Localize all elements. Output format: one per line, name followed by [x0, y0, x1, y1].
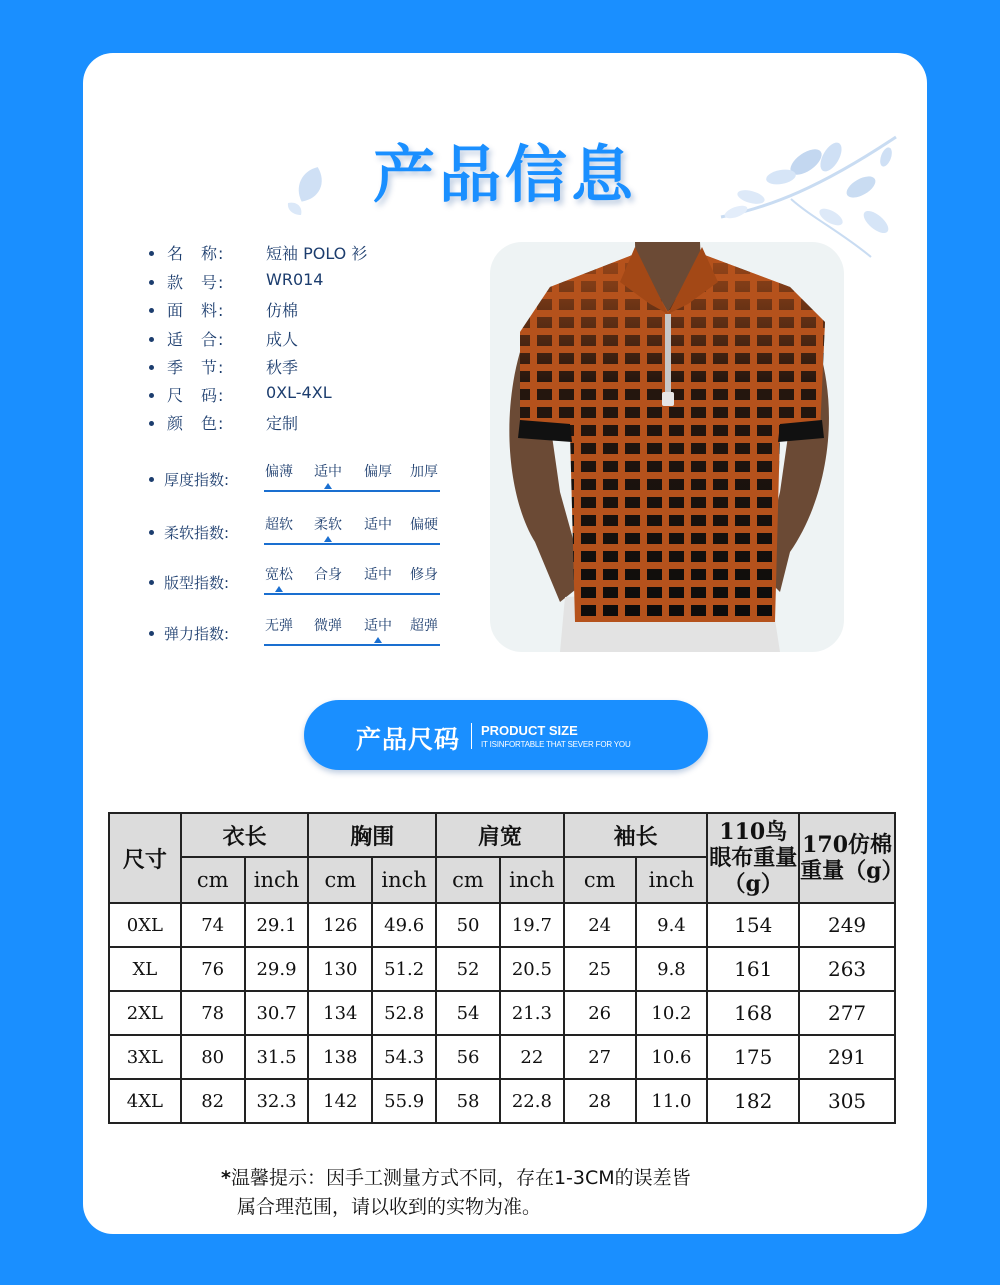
table-cell: 142	[308, 1079, 372, 1123]
header-weight-170: 170仿棉重量（g）	[799, 813, 895, 903]
size-cell: XL	[109, 947, 181, 991]
unit-inch: inch	[636, 857, 708, 903]
size-cell: 4XL	[109, 1079, 181, 1123]
table-cell: 27	[564, 1035, 636, 1079]
unit-inch: inch	[500, 857, 564, 903]
table-cell: 9.4	[636, 903, 708, 947]
table-cell: 54.3	[372, 1035, 436, 1079]
unit-cm: cm	[436, 857, 500, 903]
note-line-1: *温馨提示：因手工测量方式不同，存在1-3CM的误差皆	[221, 1167, 691, 1189]
table-cell: 10.6	[636, 1035, 708, 1079]
table-cell: 51.2	[372, 947, 436, 991]
index-marker	[324, 483, 332, 489]
table-cell: 28	[564, 1079, 636, 1123]
index-fit: 版型指数: 宽松 合身 适中 修身	[149, 564, 449, 604]
size-cell: 2XL	[109, 991, 181, 1035]
table-cell: 130	[308, 947, 372, 991]
product-size-header	[304, 700, 708, 770]
note-line-2: 属合理范围，请以收到的实物为准。	[237, 1196, 542, 1218]
table-cell: 11.0	[636, 1079, 708, 1123]
table-cell: 21.3	[500, 991, 564, 1035]
table-cell: 161	[707, 947, 799, 991]
spec-fabric: 面 料: 仿棉	[149, 298, 469, 324]
unit-cm: cm	[181, 857, 245, 903]
table-cell: 26	[564, 991, 636, 1035]
table-cell: 277	[799, 991, 895, 1035]
spec-style-number: 款 号: WR014	[149, 270, 469, 296]
spec-suitable: 适 合: 成人	[149, 327, 469, 353]
index-thickness: 厚度指数: 偏薄 适中 偏厚 加厚	[149, 461, 449, 501]
table-cell: 50	[436, 903, 500, 947]
leaf-decoration-icon	[283, 163, 333, 218]
table-cell: 55.9	[372, 1079, 436, 1123]
table-cell: 76	[181, 947, 245, 991]
table-cell: 20.5	[500, 947, 564, 991]
spec-season: 季 节: 秋季	[149, 355, 469, 381]
unit-inch: inch	[245, 857, 309, 903]
unit-inch: inch	[372, 857, 436, 903]
table-cell: 305	[799, 1079, 895, 1123]
table-cell: 56	[436, 1035, 500, 1079]
table-cell: 80	[181, 1035, 245, 1079]
index-scale: 无弹 微弹 适中 超弹	[264, 615, 440, 651]
header-chest: 胸围	[308, 813, 436, 857]
header-weight-110: 110鸟眼布重量（g）	[707, 813, 799, 903]
table-cell: 25	[564, 947, 636, 991]
unit-cm: cm	[564, 857, 636, 903]
table-cell: 52	[436, 947, 500, 991]
table-cell: 263	[799, 947, 895, 991]
product-photo	[490, 242, 844, 652]
table-cell: 182	[707, 1079, 799, 1123]
table-cell: 78	[181, 991, 245, 1035]
spec-size: 尺 码: 0XL-4XL	[149, 383, 469, 409]
table-cell: 29.9	[245, 947, 309, 991]
index-marker	[275, 586, 283, 592]
table-cell: 49.6	[372, 903, 436, 947]
measurement-note	[221, 1164, 691, 1222]
spec-name: 名 称: 短袖 POLO 衫	[149, 241, 469, 267]
table-cell: 22.8	[500, 1079, 564, 1123]
table-cell: 291	[799, 1035, 895, 1079]
product-card	[83, 53, 927, 1234]
size-table	[108, 812, 904, 1124]
size-title-cn: 产品尺码	[356, 725, 461, 754]
size-cell: 0XL	[109, 903, 181, 947]
index-scale: 偏薄 适中 偏厚 加厚	[264, 461, 440, 497]
table-cell: 138	[308, 1035, 372, 1079]
header-sleeve: 袖长	[564, 813, 708, 857]
index-marker	[374, 637, 382, 643]
index-elasticity: 弹力指数: 无弹 微弹 适中 超弹	[149, 615, 449, 655]
table-cell: 134	[308, 991, 372, 1035]
size-subtitle-en: IT ISINFORTABLE THAT SEVER FOR YOU	[481, 740, 631, 749]
header-size: 尺寸	[109, 813, 181, 903]
table-cell: 9.8	[636, 947, 708, 991]
table-cell: 82	[181, 1079, 245, 1123]
header-shoulder: 肩宽	[436, 813, 564, 857]
size-title-en: PRODUCT SIZE	[481, 723, 578, 738]
table-cell: 52.8	[372, 991, 436, 1035]
table-cell: 74	[181, 903, 245, 947]
table-cell: 126	[308, 903, 372, 947]
page-title: 产品信息	[372, 138, 637, 211]
size-cell: 3XL	[109, 1035, 181, 1079]
table-cell: 249	[799, 903, 895, 947]
table-row	[109, 991, 895, 1035]
index-softness: 柔软指数: 超软 柔软 适中 偏硬	[149, 514, 449, 554]
spec-color: 颜 色: 定制	[149, 411, 469, 437]
size-title-separator	[471, 723, 472, 749]
table-header-row	[109, 813, 895, 857]
index-marker	[324, 536, 332, 542]
index-scale: 宽松 合身 适中 修身	[264, 564, 440, 600]
table-row	[109, 1035, 895, 1079]
table-cell: 29.1	[245, 903, 309, 947]
table-cell: 58	[436, 1079, 500, 1123]
table-cell: 22	[500, 1035, 564, 1079]
table-cell: 154	[707, 903, 799, 947]
header-length: 衣长	[181, 813, 309, 857]
table-cell: 32.3	[245, 1079, 309, 1123]
table-row	[109, 903, 895, 947]
table-cell: 31.5	[245, 1035, 309, 1079]
table-cell: 168	[707, 991, 799, 1035]
table-cell: 24	[564, 903, 636, 947]
table-row	[109, 947, 895, 991]
table-cell: 30.7	[245, 991, 309, 1035]
table-cell: 19.7	[500, 903, 564, 947]
table-cell: 175	[707, 1035, 799, 1079]
unit-cm: cm	[308, 857, 372, 903]
table-cell: 10.2	[636, 991, 708, 1035]
index-scale: 超软 柔软 适中 偏硬	[264, 514, 440, 550]
table-cell: 54	[436, 991, 500, 1035]
table-row	[109, 1079, 895, 1123]
